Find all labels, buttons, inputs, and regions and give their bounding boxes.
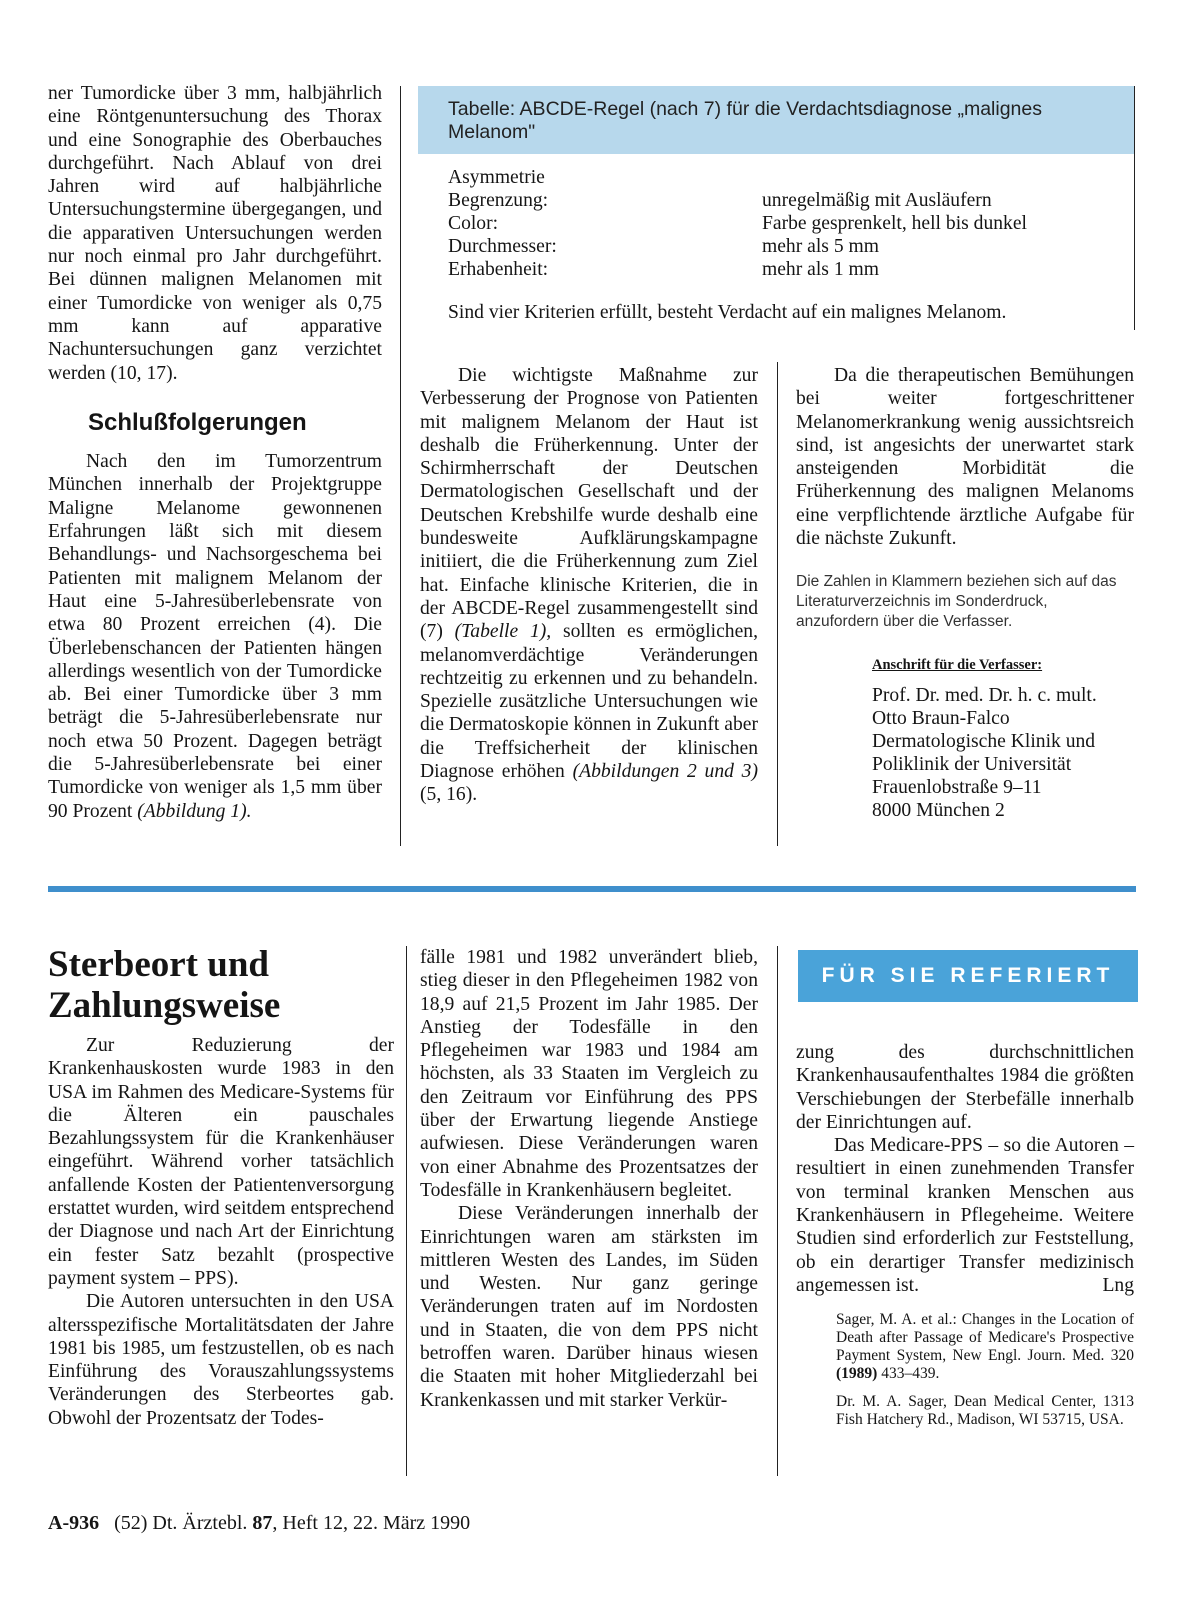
column-divider xyxy=(406,946,407,1476)
table-row: Durchmesser: mehr als 5 mm xyxy=(448,236,879,257)
column-divider xyxy=(1134,86,1135,330)
section-separator xyxy=(48,886,1136,892)
top-column-1 xyxy=(48,82,382,823)
citation-note: Die Zahlen in Klammern beziehen sich auf das Literaturverzeichnis im Sonderdruck, anzufordern über die Verfasser. xyxy=(796,573,1117,631)
table-body xyxy=(418,156,1134,330)
paragraph: Zur Reduzierung der Krankenhauskosten wurde 1983 in den USA im Rahmen des Medicare-Systems für die Älteren ein pauschales Bezahlungssystem für die Krankenhäuser eingeführt. Während vorher tatsächlich anfallende Kosten der Patientenversorgung erstattet wurden, wird seitdem entsprechend der Diagnose und nach Art der Einrichtung ein fester Satz bezahlt (prospective payment system – PPS). xyxy=(48,1035,394,1289)
paragraph: Diese Veränderungen innerhalb der Einrichtungen waren am stärksten im mittleren Westen des Landes, im Süden und Westen. Nur ganz geringe Veränderungen traten auf im Nordosten und in Staaten, die von dem PPS nicht betroffen waren. Darüber hinaus wiesen die Staaten mit hoher Mitgliederzahl bei Krankenkassen und mit starker Verkür- xyxy=(420,1203,758,1411)
bottom-column-3 xyxy=(796,1041,1134,1429)
paragraph: zung des durchschnittlichen Krankenhausaufenthaltes 1984 die größten Verschiebungen der Sterbefälle innerhalb der Einrichtungen auf. xyxy=(796,1042,1134,1133)
references xyxy=(836,1311,1134,1429)
reference: Sager, M. A. et al.: Changes in the Location of Death after Passage of Medicare's Prospective Payment System, New Engl. Journ. Med. 320 (1989) 433–439. xyxy=(836,1311,1134,1383)
column-divider xyxy=(777,362,778,846)
paragraph: Nach den im Tumorzentrum München innerhalb der Projektgruppe Maligne Melanome gewonnenen Erfahrungen läßt sich mit diesem Behandlungs- und Nachsorgeschema bei Patienten mit malignem Melanom der Haut eine 5-Jahresüberlebensrate von etwa 80 Prozent erreichen (4). Die Überlebenschancen der Patienten hängen allerdings wesentlich von der Tumordicke ab. Bei einer Tumordicke über 3 mm beträgt die 5-Jahresüberlebensrate nur noch etwa 50 Prozent. Dagegen beträgt die 5-Jahresüberlebensrate bei einer Tumordicke von weniger als 1,5 mm über 90 Prozent (Abbildung 1). xyxy=(48,451,382,822)
column-divider xyxy=(777,946,778,1476)
bottom-column-1 xyxy=(48,1034,394,1430)
table-row: Color: Farbe gesprenkelt, hell bis dunkel xyxy=(448,213,1027,234)
page-footer: A-936 (52) Dt. Ärztebl. 87, Heft 12, 22. März 1990 xyxy=(48,1512,471,1534)
table-row: Begrenzung: unregelmäßig mit Ausläufern xyxy=(448,190,992,211)
table-title-bar xyxy=(418,86,1134,154)
author-address: Prof. Dr. med. Dr. h. c. mult. Otto Braun-Falco Dermatologische Klinik und Poliklinik der Universität Frauenlobstraße 9–11 8000 München 2 xyxy=(872,684,1097,821)
section-banner: FÜR SIE REFERIERT xyxy=(798,950,1138,1002)
column-divider xyxy=(400,86,401,846)
page-number: A-936 xyxy=(48,1512,100,1534)
bottom-column-2 xyxy=(420,946,758,1412)
table-footer: Sind vier Kriterien erfüllt, besteht Verdacht auf ein malignes Melanom. xyxy=(448,302,1007,323)
paragraph: Das Medicare-PPS – so die Autoren – resultiert in einen zunehmenden Transfer von terminal kranken Menschen aus Krankenhäusern in Pflegeheime. Weitere Studien sind erforderlich zur Feststellung, ob ein derartiger Transfer medizinisch angemessen ist. Lng xyxy=(796,1135,1134,1296)
paragraph: ner Tumordicke über 3 mm, halbjährlich eine Röntgenuntersuchung des Thorax und eine Sonographie des Oberbauches durchgeführt. Nach Ablauf von drei Jahren wird auf halbjährliche Untersuchungstermine übergegangen, und die apparativen Untersuchungen werden nur noch einmal pro Jahr durchgeführt. Bei dünnen malignen Melanomen mit einer Tumordicke von weniger als 0,75 mm kann auf apparative Nachuntersuchungen ganz verzichtet werden (10, 17). xyxy=(48,83,382,384)
reference: Dr. M. A. Sager, Dean Medical Center, 1313 Fish Hatchery Rd., Madison, WI 53715, USA. xyxy=(836,1393,1134,1429)
author-signature: Lng xyxy=(1102,1274,1134,1296)
article-title: Sterbeort und Zahlungsweise xyxy=(48,944,281,1026)
paragraph: Da die therapeutischen Bemühungen bei weiter fortgeschrittener Melanomerkrankung wenig aussichtsreich sind, ist angesichts der unerwartet stark ansteigenden Morbidität die Früherkennung des malignen Melanoms eine verpflichtende ärztliche Aufgabe für die nächste Zukunft. xyxy=(796,365,1134,550)
abcde-table xyxy=(418,86,1134,330)
table-title: Tabelle: ABCDE-Regel (nach 7) für die Verdachtsdiagnose „malignes Melanom" xyxy=(448,98,1042,143)
table-row: Asymmetrie xyxy=(448,167,545,188)
paragraph: fälle 1981 und 1982 unverändert blieb, stieg dieser in den Pflegeheimen 1982 von 18,9 auf 21,5 Prozent im Jahr 1985. Der Anstieg der Todesfälle in den Pflegeheimen war 1983 und 1984 am höchsten, als 33 Staaten im Vergleich zu den Zeitraum vor Einführung des PPS über der Erwartung liegende Anstiege aufwiesen. Diese Veränderungen waren von einer Abnahme des Prozentsatzes der Todesfälle in Krankenhäusern begleitet. xyxy=(420,947,758,1201)
table-row: Erhabenheit: mehr als 1 mm xyxy=(448,259,879,280)
top-column-2 xyxy=(420,364,758,807)
top-column-3 xyxy=(796,364,1134,822)
address-label: Anschrift für die Verfasser: xyxy=(872,657,1043,674)
paragraph: Die wichtigste Maßnahme zur Verbesserung der Prognose von Patienten mit malignem Melanom der Haut ist deshalb die Früherkennung. Unter der Schirmherrschaft der Deutschen Dermatologischen Gesellschaft und der Deutschen Krebshilfe wurde deshalb eine bundesweite Aufklärungskampagne initiiert, die die Früherkennung zum Ziel hat. Einfache klinische Kriterien, die in der ABCDE-Regel zusammengestellt sind (7) (Tabelle 1), sollten es ermöglichen, melanomverdächtige Veränderungen rechtzeitig zu erkennen und zu behandeln. Spezielle zusätzliche Untersuchungen wie die Dermatoskopie können in Zukunft aber die Treffsicherheit der klinischen Diagnose erhöhen (Abbildungen 2 und 3) (5, 16). xyxy=(420,365,758,806)
paragraph: Die Autoren untersuchten in den USA altersspezifische Mortalitätsdaten der Jahre 1981 bis 1985, um festzustellen, ob es nach Einführung des Vorauszahlungssystems Veränderungen des Sterbeortes gab. Obwohl der Prozentsatz der Todes- xyxy=(48,1291,394,1429)
section-heading: Schlußfolgerungen xyxy=(88,408,307,436)
